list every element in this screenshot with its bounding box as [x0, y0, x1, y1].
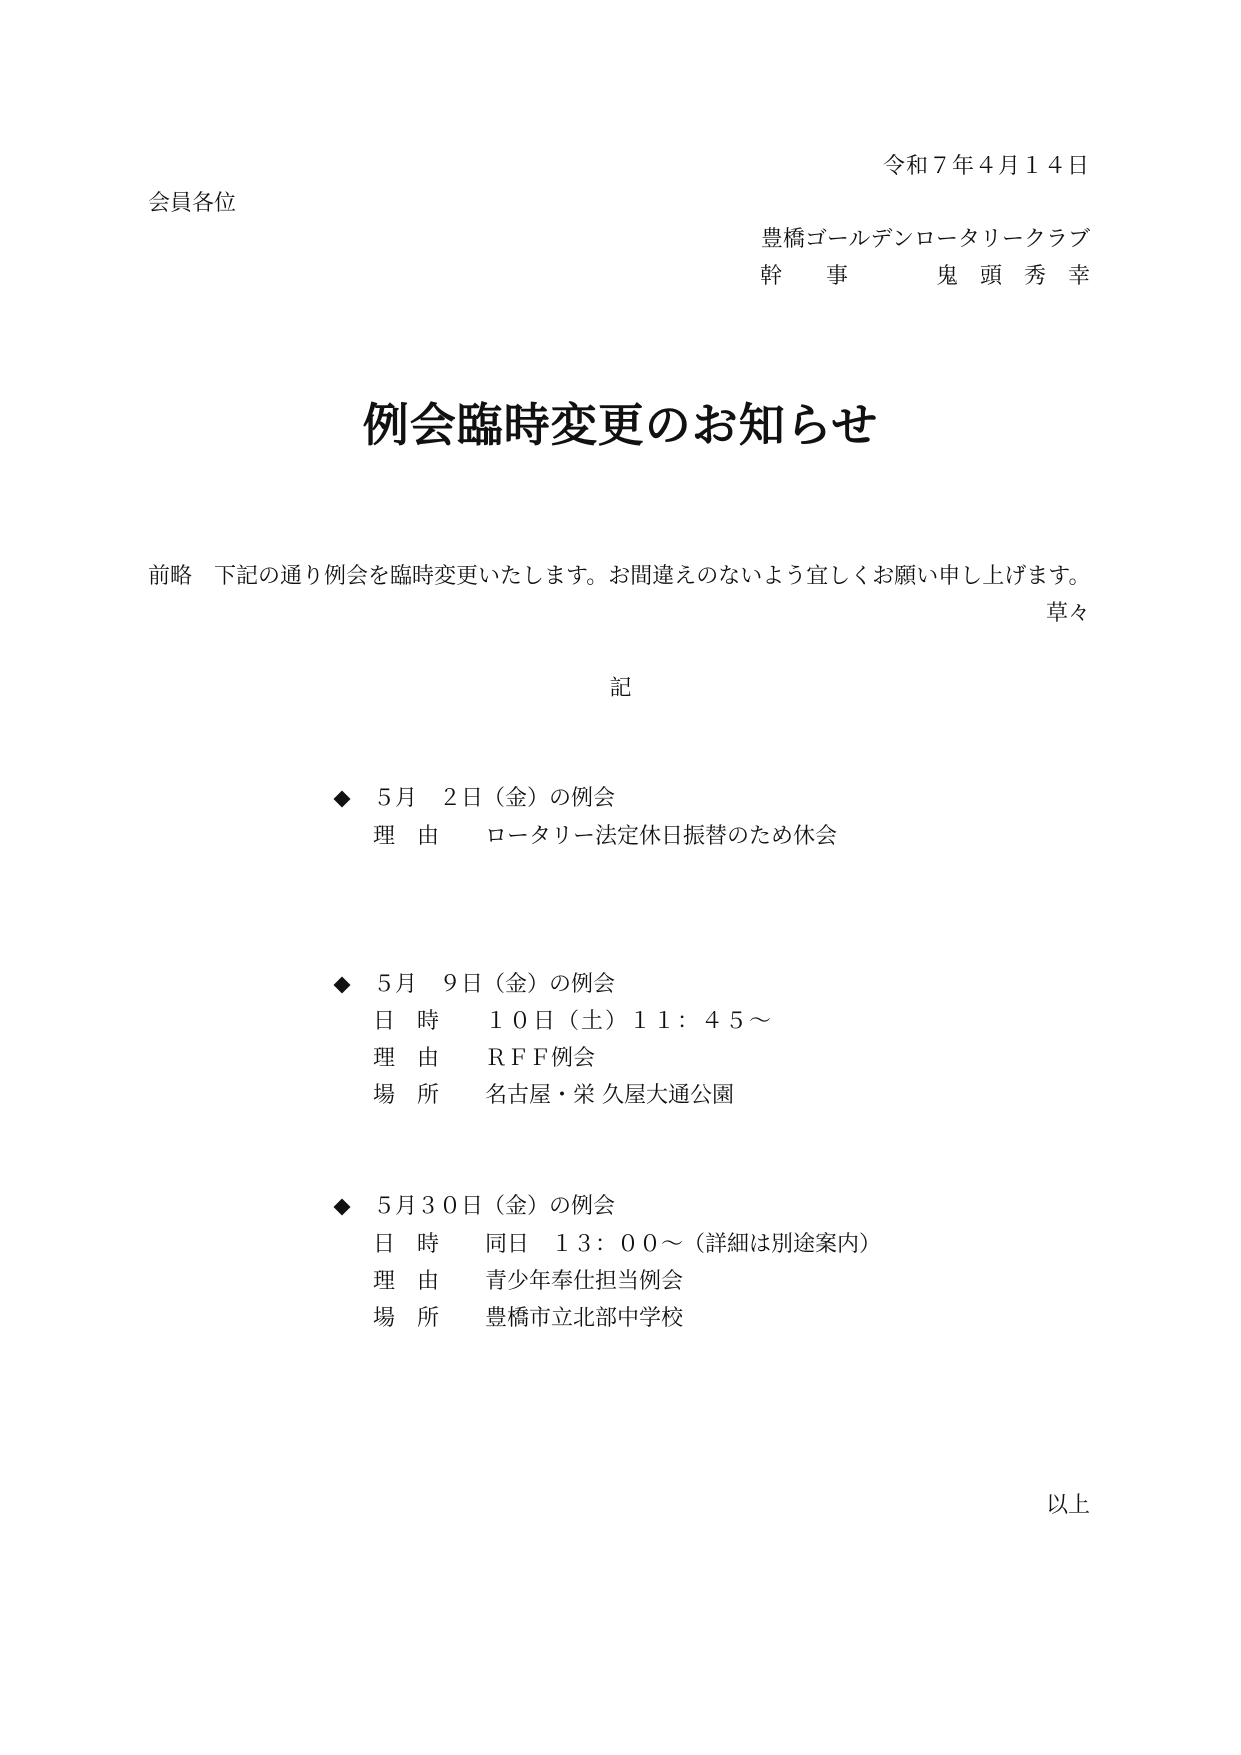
- secretary-name: 鬼 頭 秀 幸: [935, 264, 1090, 289]
- row-label: 場 所: [373, 1306, 440, 1331]
- row-label: 場 所: [373, 1083, 440, 1108]
- meeting-heading: ５月３０日（金）の例会: [373, 1194, 616, 1219]
- ki-marker: 記: [609, 676, 632, 701]
- body-text: 下記の通り例会を臨時変更いたします。お間違えのないよう宜しくお願い申し上げます。: [214, 564, 1091, 589]
- page-title: 例会臨時変更のお知らせ: [362, 398, 879, 452]
- row-value: 青少年奉仕担当例会: [485, 1269, 684, 1294]
- secretary-role: 幹 事: [760, 264, 849, 289]
- row-value: ＲＦＦ例会: [485, 1046, 596, 1071]
- row-value: 豊橋市立北部中学校: [485, 1306, 684, 1331]
- row-label: 理 由: [373, 1046, 440, 1071]
- row-label: 理 由: [373, 1269, 440, 1294]
- recipients: 会員各位: [148, 191, 237, 216]
- opening-word: 前略: [148, 564, 193, 589]
- diamond-bullet-icon: [334, 977, 351, 994]
- row-label: 日 時: [373, 1009, 440, 1034]
- row-value: 名古屋・栄 久屋大通公園: [485, 1083, 734, 1108]
- row-value: １０日（土）１１：４５～: [485, 1009, 774, 1034]
- row-value: 同日 １３：００～（詳細は別途案内）: [485, 1232, 882, 1257]
- document-date: 令和７年４月１４日: [882, 154, 1090, 179]
- row-value: ロータリー法定休日振替のため休会: [485, 824, 838, 849]
- closing-word: 草々: [1045, 601, 1090, 626]
- row-label: 日 時: [373, 1232, 440, 1257]
- diamond-bullet-icon: [334, 1199, 351, 1216]
- row-label: 理 由: [373, 824, 440, 849]
- club-name: 豊橋ゴールデンロータリークラブ: [760, 227, 1090, 252]
- end-marker: 以上: [1045, 1493, 1090, 1518]
- meeting-heading: ５月 ２日（金）の例会: [373, 786, 616, 811]
- meeting-heading: ５月 ９日（金）の例会: [373, 972, 616, 997]
- diamond-bullet-icon: [334, 791, 351, 808]
